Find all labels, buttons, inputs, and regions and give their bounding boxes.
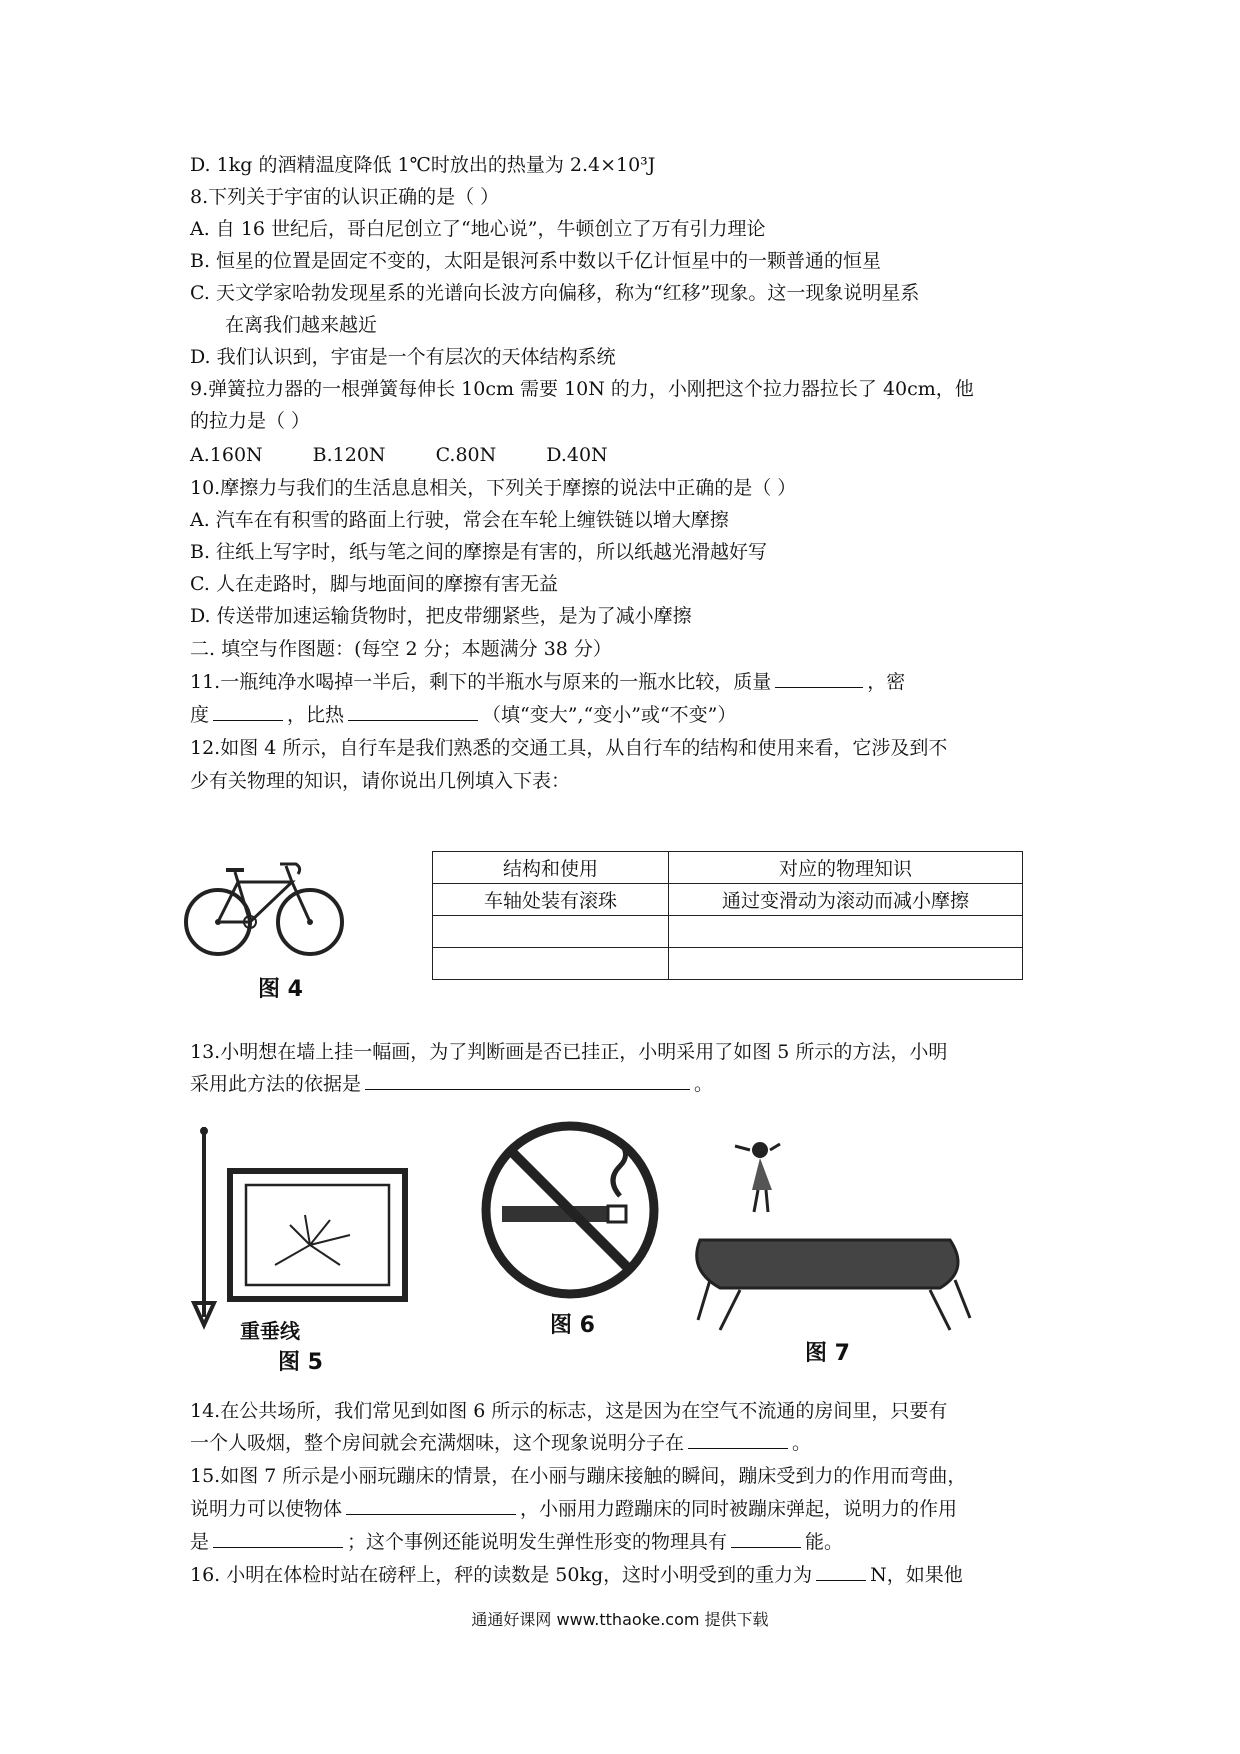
q13-line2 — [190, 1069, 1060, 1099]
q11-text-density: 度 — [190, 704, 210, 726]
plumb-line-illustration — [190, 1125, 420, 1335]
q15-blank-1[interactable] — [346, 1494, 516, 1515]
table-cell: 通过变滑动为滚动而减小摩擦 — [669, 884, 1023, 916]
q8-option-b: B. 恒星的位置是固定不变的，太阳是银河系中数以千亿计恒星中的一颗普通的恒星 — [190, 250, 882, 272]
table-cell: 车轴处装有滚珠 — [433, 884, 669, 916]
no-smoking-icon — [480, 1120, 660, 1300]
q15-blank-3[interactable] — [731, 1527, 801, 1548]
table-header-structure: 结构和使用 — [433, 852, 669, 884]
q13-line1: 13.小明想在墙上挂一幅画，为了判断画是否已挂正，小明采用了如图 5 所示的方法，小明 — [190, 1041, 948, 1063]
q8-option-c-cont: 在离我们越来越近 — [225, 314, 378, 336]
q11-line2 — [190, 700, 1060, 730]
q15-text: 说明力可以使物体 — [190, 1498, 343, 1520]
q16-text-end: N，如果他 — [870, 1564, 963, 1586]
q11-line1 — [190, 667, 1060, 697]
q10-option-c: C. 人在走路时，脚与地面间的摩擦有害无益 — [190, 573, 558, 595]
q15-blank-2[interactable] — [213, 1527, 343, 1548]
q11-text-end: ，密 — [867, 671, 906, 693]
q11-blank-density[interactable] — [213, 700, 283, 721]
figure-4-bicycle — [180, 840, 350, 1000]
table-header-row — [433, 852, 1023, 884]
q14-line2 — [190, 1428, 1060, 1458]
q15-text-3c: 能。 — [805, 1531, 844, 1553]
q9-stem-cont: 的拉力是（ ） — [190, 410, 311, 432]
q11-text-specific-heat: ，比热 — [287, 704, 345, 726]
figure-7-caption: 图 7 — [805, 1341, 850, 1366]
q9-option-d: D.40N — [546, 444, 608, 466]
q15-text-3b: ；这个事例还能说明发生弹性形变的物理具有 — [347, 1531, 728, 1553]
q15-line2 — [190, 1494, 1060, 1524]
q14-line1: 14.在公共场所，我们常见到如图 6 所示的标志，这是因为在空气不流通的房间里，只要有 — [190, 1400, 948, 1422]
q8-option-c: C. 天文学家哈勃发现星系的光谱向长波方向偏移，称为“红移”现象。这一现象说明星系 — [190, 282, 920, 304]
q13-text: 采用此方法的依据是 — [190, 1073, 362, 1095]
table-row — [433, 884, 1023, 916]
q10-option-b: B. 往纸上写字时，纸与笔之间的摩擦是有害的，所以纸越光滑越好写 — [190, 541, 768, 563]
plumb-line-label: 重垂线 — [240, 1319, 300, 1343]
q16-line1 — [190, 1560, 1060, 1590]
q10-option-d: D. 传送带加速运输货物时，把皮带绷紧些，是为了减小摩擦 — [190, 605, 692, 627]
q11-text: 11.一瓶纯净水喝掉一半后，剩下的半瓶水与原来的一瓶水比较，质量 — [190, 671, 772, 693]
figure-5-plumb-line — [190, 1125, 420, 1375]
q11-text-hint: （填“变大”,“变小”或“不变”） — [482, 704, 737, 726]
figure-5-caption: 图 5 — [278, 1350, 323, 1375]
bicycle-illustration — [180, 840, 350, 970]
q16-blank[interactable] — [816, 1560, 866, 1581]
table-row — [433, 916, 1023, 948]
figure-7-trampoline — [680, 1140, 980, 1370]
table-cell-answer[interactable] — [433, 948, 669, 980]
q9-options — [190, 440, 1060, 470]
figure-6-caption: 图 6 — [550, 1313, 595, 1338]
q9-stem: 9.弹簧拉力器的一根弹簧每伸长 10cm 需要 10N 的力，小刚把这个拉力器拉长了 40cm，他 — [190, 378, 974, 400]
physics-knowledge-table — [432, 851, 1023, 980]
q14-text-end: 。 — [792, 1432, 812, 1454]
q13-blank[interactable] — [365, 1069, 690, 1090]
q7-option-d: D. 1kg 的酒精温度降低 1℃时放出的热量为 2.4×10³J — [190, 154, 656, 176]
figure-6-no-smoking — [480, 1120, 660, 1345]
table-cell-answer[interactable] — [669, 916, 1023, 948]
q10-stem: 10.摩擦力与我们的生活息息相关，下列关于摩擦的说法中正确的是（ ） — [190, 477, 797, 499]
q9-option-b: B.120N — [312, 444, 386, 466]
q8-option-d: D. 我们认识到，宇宙是一个有层次的天体结构系统 — [190, 346, 616, 368]
q11-blank-specific-heat[interactable] — [348, 700, 478, 721]
trampoline-illustration — [680, 1140, 980, 1340]
q15-text-mid: ，小丽用力蹬蹦床的同时被蹦床弹起，说明力的作用 — [520, 1498, 958, 1520]
q10-option-a: A. 汽车在有积雪的路面上行驶，常会在车轮上缠铁链以增大摩擦 — [190, 509, 729, 531]
figure-4-caption: 图 4 — [258, 977, 303, 1002]
section-2-heading: 二. 填空与作图题：(每空 2 分；本题满分 38 分） — [190, 638, 612, 660]
q13-text-end: 。 — [694, 1073, 714, 1095]
q9-option-c: C.80N — [435, 444, 497, 466]
q8-option-a: A. 自 16 世纪后，哥白尼创立了“地心说”，牛顿创立了万有引力理论 — [190, 218, 766, 240]
q15-line3 — [190, 1527, 1060, 1557]
table-cell-answer[interactable] — [669, 948, 1023, 980]
table-header-knowledge: 对应的物理知识 — [669, 852, 1023, 884]
q12-line2: 少有关物理的知识，请你说出几例填入下表： — [190, 770, 571, 792]
q14-text: 一个人吸烟，整个房间就会充满烟味，这个现象说明分子在 — [190, 1432, 685, 1454]
q12-line1: 12.如图 4 所示，自行车是我们熟悉的交通工具，从自行车的结构和使用来看，它涉及到不 — [190, 737, 948, 759]
q15-text-3a: 是 — [190, 1531, 210, 1553]
page-footer: 通通好课网 www.tthaoke.com 提供下载 — [471, 1610, 769, 1629]
q16-text: 16. 小明在体检时站在磅秤上，秤的读数是 50kg，这时小明受到的重力为 — [190, 1564, 813, 1586]
q14-blank[interactable] — [688, 1428, 788, 1449]
q9-option-a: A.160N — [190, 444, 263, 466]
q15-line1: 15.如图 7 所示是小丽玩蹦床的情景，在小丽与蹦床接触的瞬间，蹦床受到力的作用而弯曲， — [190, 1465, 967, 1487]
q8-stem: 8.下列关于宇宙的认识正确的是（ ） — [190, 186, 500, 208]
q11-blank-mass[interactable] — [775, 667, 863, 688]
table-row — [433, 948, 1023, 980]
table-cell-answer[interactable] — [433, 916, 669, 948]
